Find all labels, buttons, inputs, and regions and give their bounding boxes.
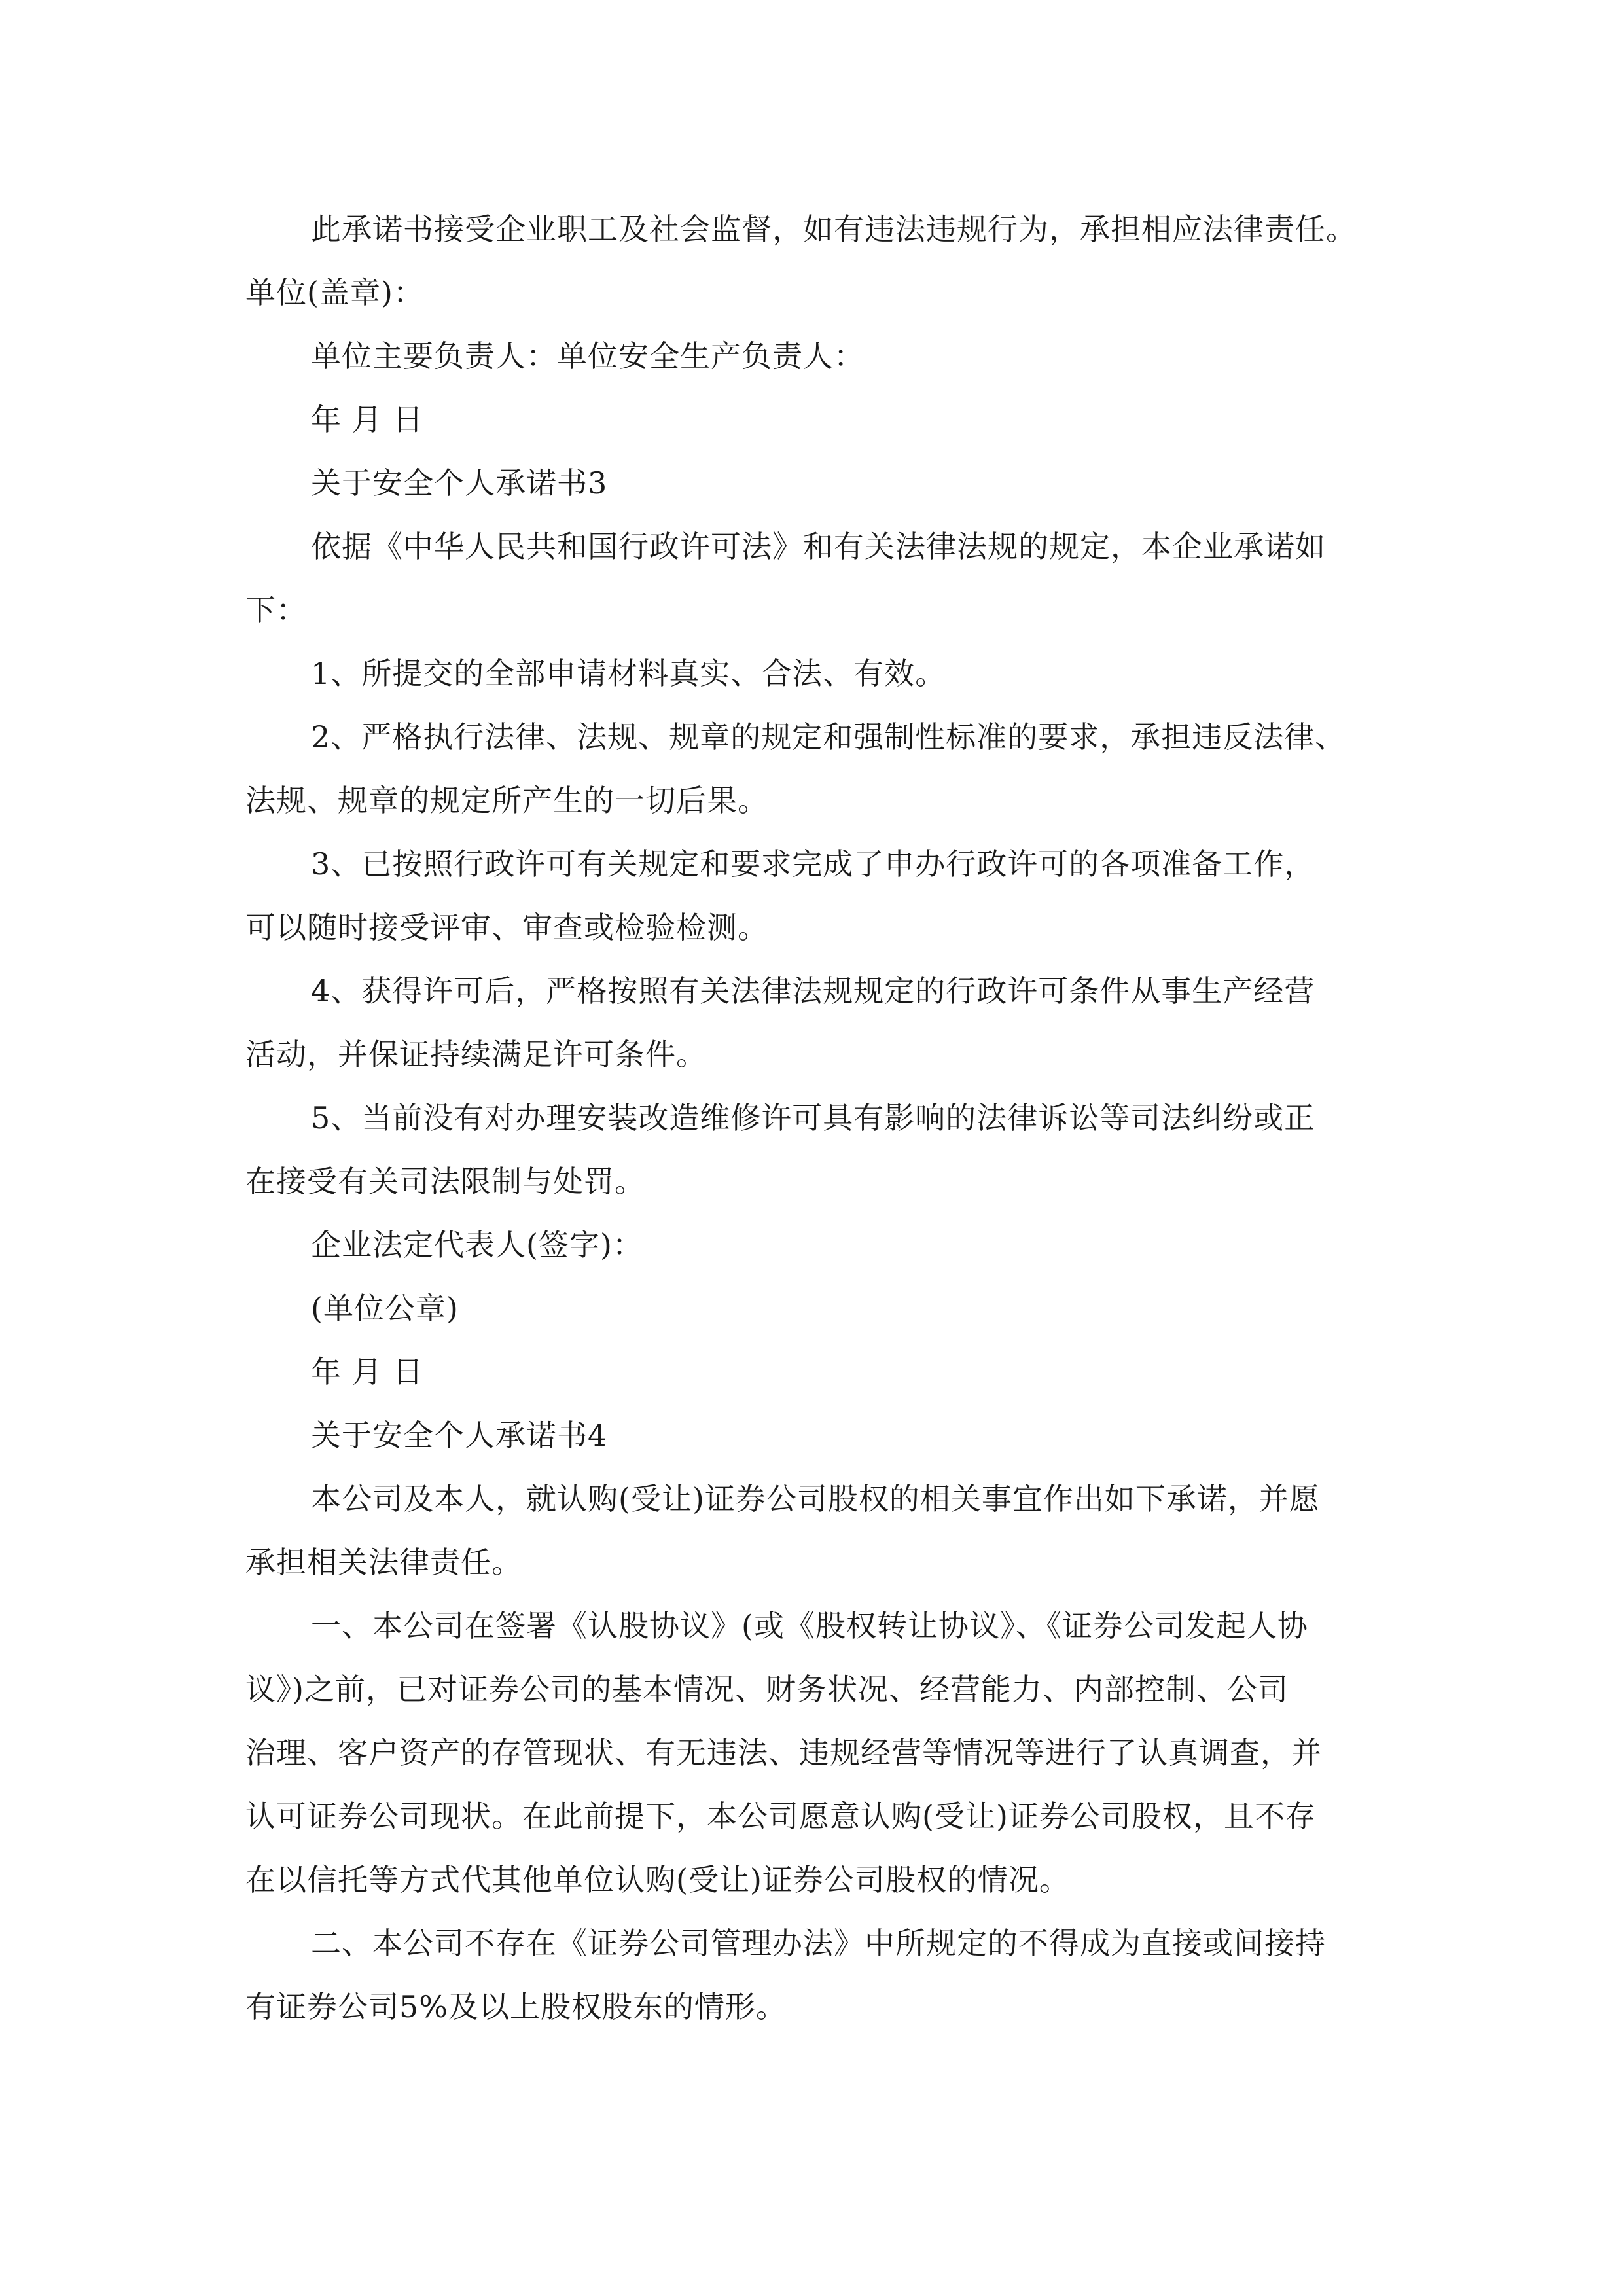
text-line: 二、本公司不存在《证券公司管理办法》中所规定的不得成为直接或间接持 (311, 1926, 1326, 1961)
text-line: 治理、客户资产的存管现状、有无违法、违规经营等情况等进行了认真调查，并 (245, 1735, 1322, 1770)
text-line: 5、当前没有对办理安装改造维修许可具有影响的法律诉讼等司法纠纷或正 (311, 1100, 1315, 1136)
text-line: (单位公章) (311, 1291, 459, 1326)
text-line: 法规、规章的规定所产生的一切后果。 (245, 783, 768, 818)
text-line: 4、获得许可后，严格按照有关法律法规规定的行政许可条件从事生产经营 (311, 973, 1315, 1009)
text-line: 1、所提交的全部申请材料真实、合法、有效。 (311, 656, 946, 691)
text-line: 3、已按照行政许可有关规定和要求完成了申办行政许可的各项准备工作， (311, 846, 1315, 882)
text-line: 承担相关法律责任。 (245, 1545, 522, 1580)
text-line: 认可证券公司现状。在此前提下，本公司愿意认购(受让)证券公司股权，且不存 (245, 1799, 1316, 1834)
text-line: 在以信托等方式代其他单位认购(受让)证券公司股权的情况。 (245, 1862, 1070, 1897)
text-line: 本公司及本人，就认购(受让)证券公司股权的相关事宜作出如下承诺，并愿 (311, 1481, 1320, 1516)
text-line: 活动，并保证持续满足许可条件。 (245, 1037, 707, 1072)
text-line: 议》)之前，已对证券公司的基本情况、财务状况、经营能力、内部控制、公司 (245, 1672, 1289, 1707)
text-line: 依据《中华人民共和国行政许可法》和有关法律法规的规定，本企业承诺如 (311, 529, 1326, 564)
section-heading: 关于安全个人承诺书4 (311, 1418, 608, 1453)
text-line: 2、严格执行法律、法规、规章的规定和强制性标准的要求，承担违反法律、 (311, 719, 1346, 755)
text-line: 单位主要负责人：单位安全生产负责人： (311, 338, 865, 374)
text-line: 可以随时接受评审、审查或检验检测。 (245, 910, 768, 945)
text-line: 在接受有关司法限制与处罚。 (245, 1164, 645, 1199)
text-line: 一、本公司在签署《认股协议》(或《股权转让协议》、《证券公司发起人协 (311, 1608, 1308, 1643)
text-line: 单位(盖章)： (245, 275, 424, 310)
text-line: 有证券公司5%及以上股权股东的情形。 (245, 1989, 787, 2024)
text-line: 年 月 日 (311, 402, 424, 437)
section-heading: 关于安全个人承诺书3 (311, 465, 608, 501)
text-line: 下： (245, 592, 307, 628)
text-line: 此承诺书接受企业职工及社会监督，如有违法违规行为，承担相应法律责任。 (311, 211, 1357, 247)
text-line: 企业法定代表人(签字)： (311, 1227, 643, 1263)
text-line: 年 月 日 (311, 1354, 424, 1390)
